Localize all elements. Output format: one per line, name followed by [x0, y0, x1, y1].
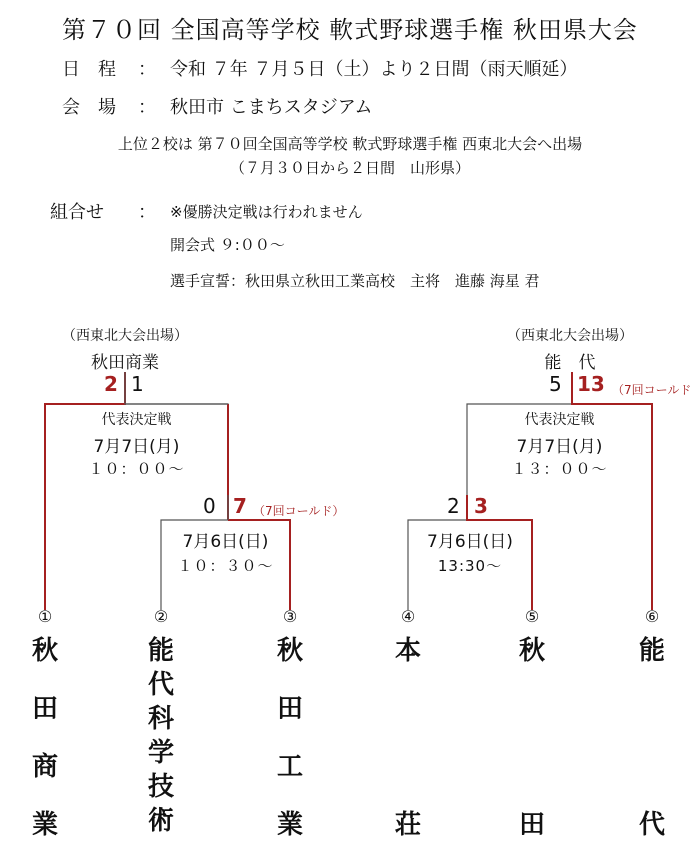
- pairing-label: 組合せ: [50, 202, 104, 223]
- left-final-label: 代表決定戦: [101, 412, 172, 428]
- seed-number-4: ④: [400, 607, 416, 626]
- pairing-note-2: 開会式 ９:００～: [170, 236, 285, 254]
- left-semi-note: （7回コールド）: [253, 504, 345, 518]
- left-final-winner-line: [45, 372, 125, 610]
- team-2-char-6: 術: [147, 806, 174, 836]
- team-2-char-4: 学: [147, 738, 174, 768]
- right-final-winner-line: [572, 372, 652, 610]
- pairing-note-1: ※優勝決定戦は行われません: [170, 203, 363, 221]
- venue-label: 会 場: [62, 97, 116, 118]
- right-semi-score-left: 2: [447, 494, 460, 518]
- team-2-char-1: 能: [147, 636, 174, 666]
- advance-line-2: （７月３０日から２日間 山形県）: [229, 159, 470, 177]
- right-final-score-left: 5: [549, 372, 562, 396]
- right-final-date: 7月7日(月): [516, 437, 603, 457]
- left-final-date: 7月7日(月): [93, 437, 180, 457]
- venue-colon: ：: [138, 97, 156, 118]
- venue-value: 秋田市 こまちスタジアム: [170, 97, 373, 118]
- seed-number-3: ③: [282, 607, 298, 626]
- team-1-char-2: 田: [31, 694, 58, 724]
- schedule-colon: ：: [138, 59, 156, 80]
- advance-line-1: 上位２校は 第７０回全国高等学校 軟式野球選手権 西東北大会へ出場: [117, 135, 583, 153]
- team-1-char-4: 業: [31, 810, 58, 840]
- left-qualify-note: （西東北大会出場）: [62, 328, 188, 344]
- team-2-char-5: 技: [147, 772, 174, 802]
- right-final-note: （7回コールド: [612, 383, 692, 397]
- page-title: 第７０回 全国高等学校 軟式野球選手権 秋田県大会: [62, 16, 638, 44]
- team-3-char-1: 秋: [276, 636, 303, 666]
- team-4-char-2: 荘: [394, 810, 421, 840]
- left-semi-time: １０：３０～: [177, 557, 274, 575]
- team-6-char-1: 能: [638, 636, 665, 666]
- team-1-char-1: 秋: [31, 636, 58, 666]
- team-3-char-2: 田: [276, 694, 303, 724]
- team-6-char-2: 代: [638, 810, 665, 840]
- seed-number-6: ⑥: [644, 607, 660, 626]
- left-semi-date: 7月6日(日): [182, 532, 269, 552]
- right-final-score-right: 13: [577, 372, 605, 396]
- pairing-note-3: 選手宣誓：秋田県立秋田工業高校 主将 進藤 海星 君: [170, 272, 540, 290]
- left-winner-name: 秋田商業: [91, 353, 159, 373]
- right-winner-name: 能 代: [544, 353, 596, 373]
- left-final-score-left: 2: [104, 372, 118, 396]
- right-qualify-note: （西東北大会出場）: [507, 328, 633, 344]
- seed-number-5: ⑤: [524, 607, 540, 626]
- team-2-char-2: 代: [147, 670, 174, 700]
- team-5-char-1: 秋: [518, 636, 545, 666]
- left-final-time: １０：００～: [88, 460, 185, 478]
- right-semi-date: 7月6日(日): [427, 532, 513, 552]
- schedule-label: 日 程: [62, 59, 116, 80]
- team-1-char-3: 商: [31, 752, 58, 782]
- schedule-value: 令和 ７年 ７月５日（土）より２日間（雨天順延）: [170, 59, 578, 80]
- left-semi-score-left: 0: [203, 494, 216, 518]
- pairing-colon: ：: [138, 202, 156, 223]
- right-final-time: １３：００～: [511, 460, 608, 478]
- team-2-char-3: 科: [147, 704, 174, 734]
- team-5-char-2: 田: [518, 810, 545, 840]
- team-4-char-1: 本: [394, 636, 421, 666]
- right-semi-score-right: 3: [474, 494, 488, 518]
- left-semi-score-right: 7: [233, 494, 247, 518]
- right-final-label: 代表決定戦: [524, 412, 595, 428]
- seed-number-1: ①: [37, 607, 53, 626]
- right-semi-time: 13:30～: [437, 557, 503, 575]
- seed-number-2: ②: [153, 607, 169, 626]
- team-3-char-4: 業: [276, 810, 303, 840]
- team-3-char-3: 工: [276, 752, 303, 782]
- left-final-score-right: 1: [131, 372, 144, 396]
